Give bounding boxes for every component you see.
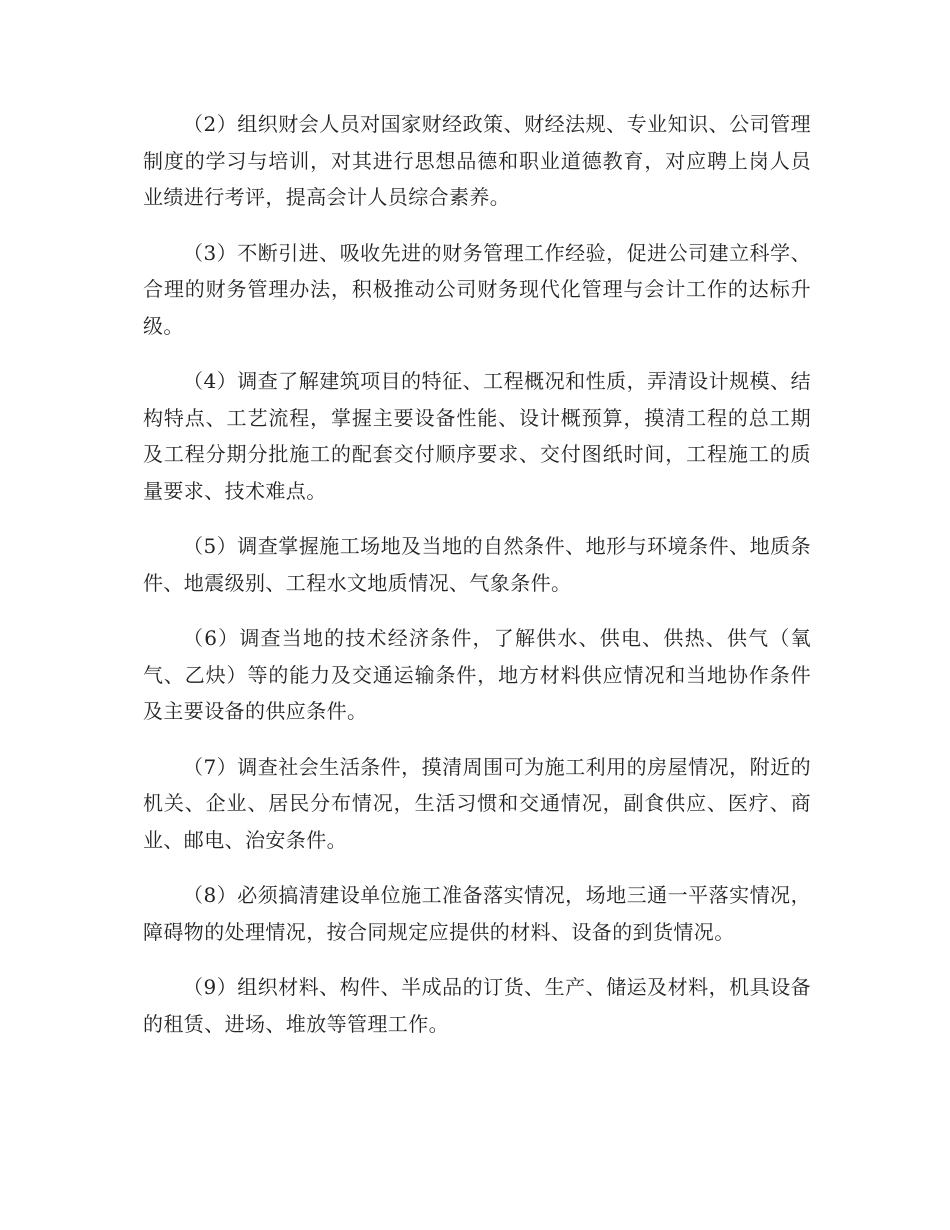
paragraph-5: （5）调查掌握施工场地及当地的自然条件、地形与环境条件、地质条件、地震级别、工程水文地质情况、气象条件。	[143, 534, 811, 595]
paragraph-3: （3）不断引进、吸收先进的财务管理工作经验，促进公司建立科学、合理的财务管理办法，积极推动公司财务现代化管理与会计工作的达标升级。	[143, 240, 811, 338]
paragraph-4: （4）调查了解建筑项目的特征、工程概况和性质，弄清设计规模、结构特点、工艺流程，掌握主要设备性能、设计概预算，摸清工程的总工期及工程分期分批施工的配套交付顺序要求、交付图纸时间，工程施工的质量要求、技术难点。	[143, 369, 811, 503]
paragraph-9: （9）组织材料、构件、半成品的订货、生产、储运及材料，机具设备的租赁、进场、堆放等管理工作。	[143, 975, 811, 1036]
paragraph-2: （2）组织财会人员对国家财经政策、财经法规、专业知识、公司管理制度的学习与培训，对其进行思想品德和职业道德教育，对应聘上岗人员业绩进行考评，提高会计人员综合素养。	[143, 112, 811, 209]
document-body	[143, 106, 811, 1061]
paragraph-7: （7）调查社会生活条件，摸清周围可为施工利用的房屋情况，附近的机关、企业、居民分布情况，生活习惯和交通情况，副食供应、医疗、商业、邮电、治安条件。	[143, 754, 811, 852]
paragraph-8: （8）必须搞清建设单位施工准备落实情况，场地三通一平落实情况，障碍物的处理情况，按合同规定应提供的材料、设备的到货情况。	[143, 883, 811, 944]
paragraph-6: （6）调查当地的技术经济条件，了解供水、供电、供热、供气（氧气、乙炔）等的能力及交通运输条件，地方材料供应情况和当地协作条件及主要设备的供应条件。	[143, 626, 811, 723]
